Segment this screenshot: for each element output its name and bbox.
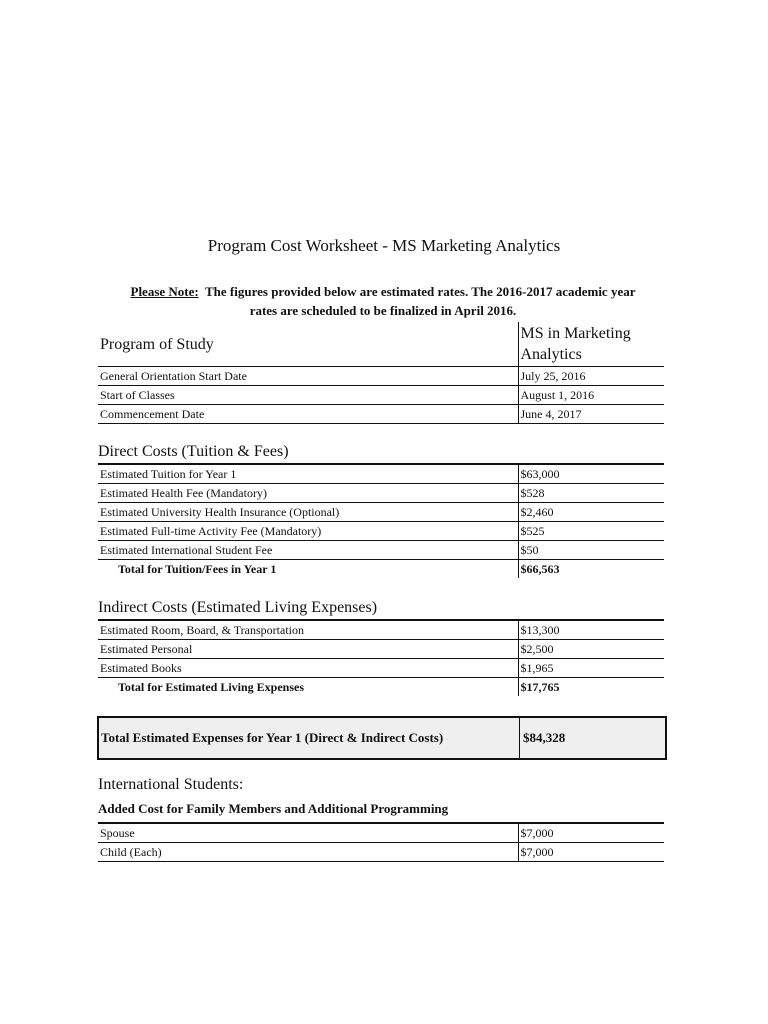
row-value: $525 (518, 522, 664, 541)
page-title: Program Cost Worksheet - MS Marketing Analytics (207, 236, 561, 255)
program-name-line-2: Analytics (520, 346, 582, 363)
table-row (98, 823, 664, 843)
grand-total-value: $84,328 (523, 730, 566, 745)
table-row (98, 484, 664, 503)
table-row (98, 843, 664, 862)
row-value: $7,000 (518, 823, 664, 843)
total-label: Total for Tuition/Fees in Year 1 (118, 561, 277, 576)
row-value: $2,500 (518, 640, 664, 659)
row-label: Estimated University Health Insurance (Optional) (98, 503, 518, 522)
international-subheading: Added Cost for Family Members and Additional Programming (98, 801, 449, 816)
program-name-line-1: MS in Marketing (520, 325, 631, 342)
row-label: Start of Classes (98, 386, 518, 405)
direct-costs-heading: Direct Costs (Tuition & Fees) (98, 443, 289, 460)
row-label: Estimated Books (98, 659, 518, 678)
total-label: Total for Estimated Living Expenses (118, 679, 305, 694)
table-row (98, 464, 664, 484)
row-value: August 1, 2016 (518, 386, 664, 405)
international-heading: International Students: (98, 776, 244, 793)
table-row (98, 620, 664, 640)
row-value: $2,460 (518, 503, 664, 522)
row-value: $50 (518, 541, 664, 560)
row-label: Estimated Tuition for Year 1 (98, 464, 518, 484)
table-row (98, 541, 664, 560)
row-label: Estimated Health Fee (Mandatory) (98, 484, 518, 503)
row-value: $13,300 (518, 620, 664, 640)
table-row (98, 659, 664, 678)
row-value: June 4, 2017 (518, 405, 664, 424)
total-value: $17,765 (518, 678, 664, 697)
program-name (518, 322, 664, 367)
direct-costs-section (98, 441, 664, 578)
row-value: $7,000 (518, 843, 664, 862)
program-heading-row (98, 322, 664, 367)
indirect-costs-table (98, 619, 664, 696)
total-value: $66,563 (518, 560, 664, 579)
table-row (98, 405, 664, 424)
grand-total-box (97, 716, 667, 760)
row-label: Commencement Date (98, 405, 518, 424)
total-row (98, 560, 664, 579)
row-label: Estimated Full-time Activity Fee (Mandatory) (98, 522, 518, 541)
row-label: Estimated International Student Fee (98, 541, 518, 560)
note-label: Please Note: (130, 284, 199, 299)
row-label: Estimated Room, Board, & Transportation (98, 620, 518, 640)
row-label: General Orientation Start Date (98, 367, 518, 386)
table-row (98, 640, 664, 659)
note (98, 282, 668, 320)
row-label: Estimated Personal (98, 640, 518, 659)
row-value: July 25, 2016 (518, 367, 664, 386)
row-value: $63,000 (518, 464, 664, 484)
row-label: Spouse (98, 823, 518, 843)
indirect-costs-section (98, 597, 664, 696)
row-value: $528 (518, 484, 664, 503)
table-row (98, 522, 664, 541)
table-row (98, 503, 664, 522)
direct-costs-table (98, 463, 664, 578)
row-label: Child (Each) (98, 843, 518, 862)
international-section (98, 822, 664, 862)
table-row (98, 367, 664, 386)
note-line-1: The figures provided below are estimated rates. The 2016-2017 academic year (204, 284, 636, 299)
indirect-costs-heading: Indirect Costs (Estimated Living Expenses) (98, 599, 378, 616)
grand-total-label: Total Estimated Expenses for Year 1 (Direct & Indirect Costs) (99, 718, 520, 758)
program-table (98, 322, 664, 424)
program-section (98, 322, 664, 424)
table-row (98, 386, 664, 405)
program-heading: Program of Study (98, 322, 518, 367)
note-line-2: rates are scheduled to be finalized in April 2016. (249, 303, 517, 318)
international-table (98, 822, 664, 862)
row-value: $1,965 (518, 659, 664, 678)
total-row (98, 678, 664, 697)
